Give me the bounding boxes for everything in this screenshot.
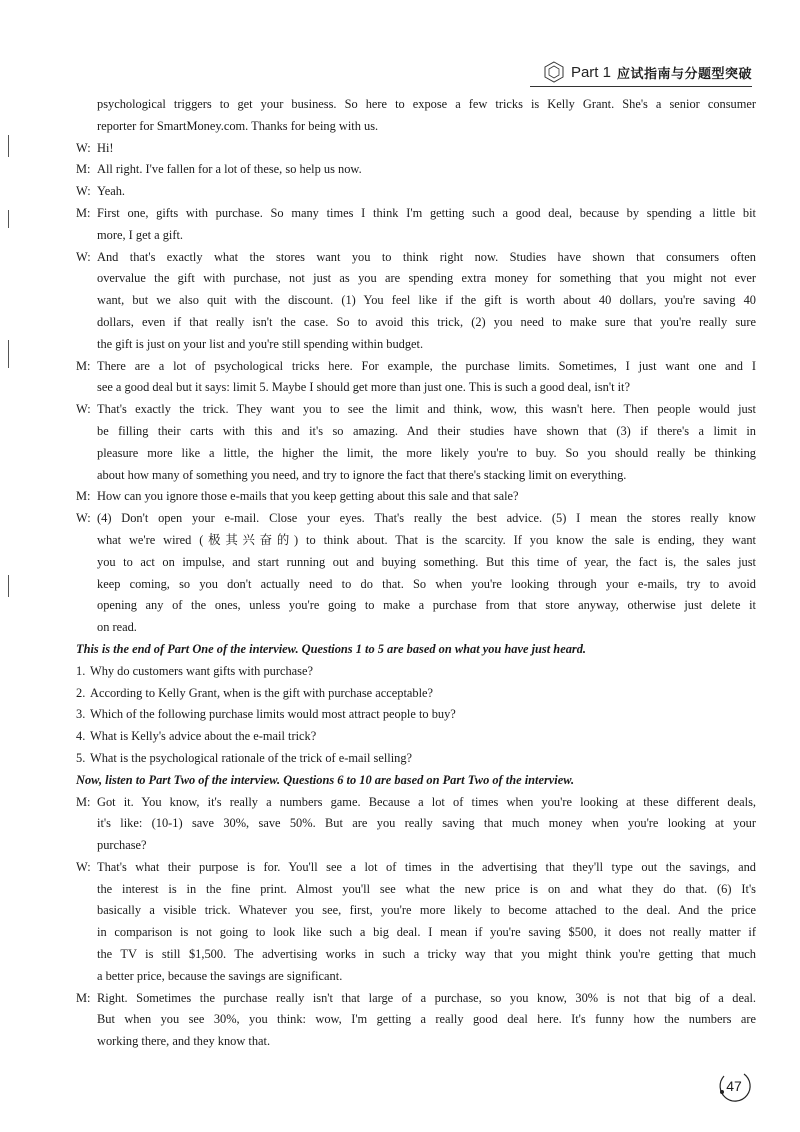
text-line: about how many of something you need, and try to ignore the fact that there's stacking limit on everything. (97, 467, 627, 482)
question-text: Why do customers want gifts with purchase? (90, 663, 313, 678)
text-line: And that's exactly what the stores want you to think right now. Studies have shown that consumers often (97, 249, 756, 264)
text-line: the gift is just on your list and you're still spending within budget. (97, 336, 424, 351)
text-line: a better price, because the savings are significant. (97, 968, 343, 983)
speaker-label: M: (76, 162, 91, 177)
question-text: What is the psychological rationale of the trick of e-mail selling? (90, 750, 413, 765)
question-number: 1. (76, 663, 86, 678)
margin-mark (8, 135, 9, 157)
margin-mark (8, 210, 9, 228)
text-line: Hi! (97, 140, 114, 155)
dialogue-turn (76, 138, 756, 160)
speaker-label: M: (76, 489, 91, 504)
speaker-label: W: (76, 140, 91, 155)
speaker-label: W: (76, 184, 91, 199)
question-number: 2. (76, 685, 86, 700)
dialogue-turn (76, 159, 756, 181)
hexagon-logo-icon (543, 61, 565, 83)
text-line: (4) Don't open your e-mail. Close your eyes. That's really the best advice. (5) I mean the stores really know (97, 511, 756, 526)
page-header (543, 58, 752, 86)
instruction-part-two: Now, listen to Part Two of the interview. Questions 6 to 10 are based on Part Two of the interview. (76, 772, 575, 787)
text-line: overvalue the gift with purchase, not just as you are spending extra money for something that you might not ever (97, 271, 756, 286)
text-line: it's like: (10-1) save 30%, save 50%. But are you really saving that much money when you're looking at your (97, 816, 756, 831)
speaker-label: W: (76, 859, 91, 874)
text-line: pleasure more like a little, the higher the limit, the more likely you're to buy. So you should really be thinking (97, 445, 756, 460)
dialogue-part-two (76, 792, 756, 1054)
text-line: Right. Sometimes the purchase really isn't that large of a purchase, so you know, 30% is not that big of a deal. (97, 990, 756, 1005)
text-line: But when you see 30%, you think: wow, I'm getting a really good deal here. It's funny how the numbers are (97, 1012, 756, 1027)
dialogue-turn (76, 792, 756, 857)
question-text: Which of the following purchase limits would most attract people to buy? (90, 707, 456, 722)
text-line: basically a visible trick. Whatever you see, first, you're more likely to become attached to the deal. And the price (97, 903, 756, 918)
question-number: 5. (76, 750, 86, 765)
header-rule (530, 86, 752, 87)
speaker-label: W: (76, 511, 91, 526)
page-number-text: 47 (726, 1078, 742, 1094)
text-line: There are a lot of psychological tricks here. For example, the purchase limits. Sometimes, I just want one and I (97, 358, 756, 373)
question-item (76, 661, 756, 683)
text-line: the interest is in the fine print. Almost you'll see what the new price is on and what they do that. (6) It's (97, 881, 756, 896)
speaker-label: M: (76, 990, 91, 1005)
text-line: the TV is still $1,500. The advertising works in such a tricky way that you might think you're getting that much (97, 947, 756, 962)
margin-mark (8, 340, 9, 368)
text-line: psychological triggers to get your business. So here to expose a few tricks is Kelly Grant. She's a senior consumer (97, 97, 756, 111)
text-line: working there, and they know that. (97, 1034, 271, 1049)
question-number: 3. (76, 707, 86, 722)
dialogue-turn (76, 247, 756, 356)
dialogue-turn (76, 181, 756, 203)
question-item (76, 748, 756, 770)
question-item (76, 704, 756, 726)
question-item (76, 726, 756, 748)
text-line: reporter for SmartMoney.com. Thanks for being with us. (97, 118, 379, 133)
text-line: be filling their carts with this and it's so amazing. And their studies have shown that (3) if there's a limit in (97, 423, 756, 438)
text-line: First one, gifts with purchase. So many times I think I'm getting such a good deal, because by spending a little bit (97, 205, 756, 220)
text-line: All right. I've fallen for a lot of these, so help us now. (97, 162, 362, 177)
speaker-label: W: (76, 249, 91, 264)
speaker-label: M: (76, 205, 91, 220)
text-line: Yeah. (97, 184, 125, 199)
text-line: see a good deal but it says: limit 5. Maybe I should get more than just one. This is such a good deal, isn't it? (97, 380, 630, 395)
page-number (716, 1068, 752, 1104)
text-line: keep coming, so you don't actually need to do that. So when you're looking through your e-mails, try to avoid (97, 576, 756, 591)
dialogue-turn (76, 94, 756, 138)
text-line: How can you ignore those e-mails that you keep getting about this sale and that sale? (97, 489, 519, 504)
text-line: in comparison is not going to look like such a big deal. I mean if you're saving $500, it does not really matter if (97, 925, 756, 940)
margin-mark (8, 575, 9, 597)
instruction-part-one: This is the end of Part One of the interview. Questions 1 to 5 are based on what you have just heard. (76, 641, 587, 656)
text-line: on read. (97, 620, 137, 635)
text-line: purchase? (97, 838, 147, 853)
text-line: Got it. You know, it's really a numbers game. Because a lot of times when you're looking at these different deals, (97, 794, 756, 809)
part-label: Part 1 (570, 63, 611, 81)
text-line: dollars, even if that really isn't the case. So to avoid this trick, (2) you need to make sure that you're really sure (97, 314, 756, 329)
dialogue-turn (76, 356, 756, 400)
speaker-label: M: (76, 794, 91, 809)
text-line: That's what their purpose is for. You'll see a lot of times in the advertising that they'll type out the savings, and (97, 859, 756, 874)
question-text: According to Kelly Grant, when is the gift with purchase acceptable? (90, 685, 434, 700)
question-list (76, 661, 756, 770)
question-item (76, 683, 756, 705)
dialogue-turn (76, 203, 756, 247)
question-text: What is Kelly's advice about the e-mail trick? (90, 729, 317, 744)
text-line: more, I get a gift. (97, 227, 184, 242)
dialogue-turn (76, 508, 756, 639)
dialogue-part-one (76, 94, 756, 639)
dialogue-turn (76, 399, 756, 486)
text-line: what we're wired (极其兴奋的) to think about. That is the scarcity. If you know the sale is ending, they want (97, 532, 756, 547)
question-number: 4. (76, 729, 86, 744)
text-line: want, but we also quit with the discount. (1) You feel like if the gift is worth about 40 dollars, you're saving 40 (97, 293, 756, 308)
transcript (76, 94, 756, 1053)
section-title: 应试指南与分题型突破 (616, 66, 752, 82)
speaker-label: M: (76, 358, 91, 373)
text-line: That's exactly the trick. They want you to see the limit and think, wow, this wasn't here. Then people would just (97, 402, 756, 417)
dialogue-turn (76, 857, 756, 988)
text-line: opening any of the ones, unless you're going to make a purchase from that store anyway, otherwise just delete it (97, 598, 756, 613)
dialogue-turn (76, 988, 756, 1053)
text-line: you to act on impulse, and start running out and buying something. But this time of year, the fact is, the sales just (97, 554, 756, 569)
speaker-label: W: (76, 402, 91, 417)
dialogue-turn (76, 486, 756, 508)
